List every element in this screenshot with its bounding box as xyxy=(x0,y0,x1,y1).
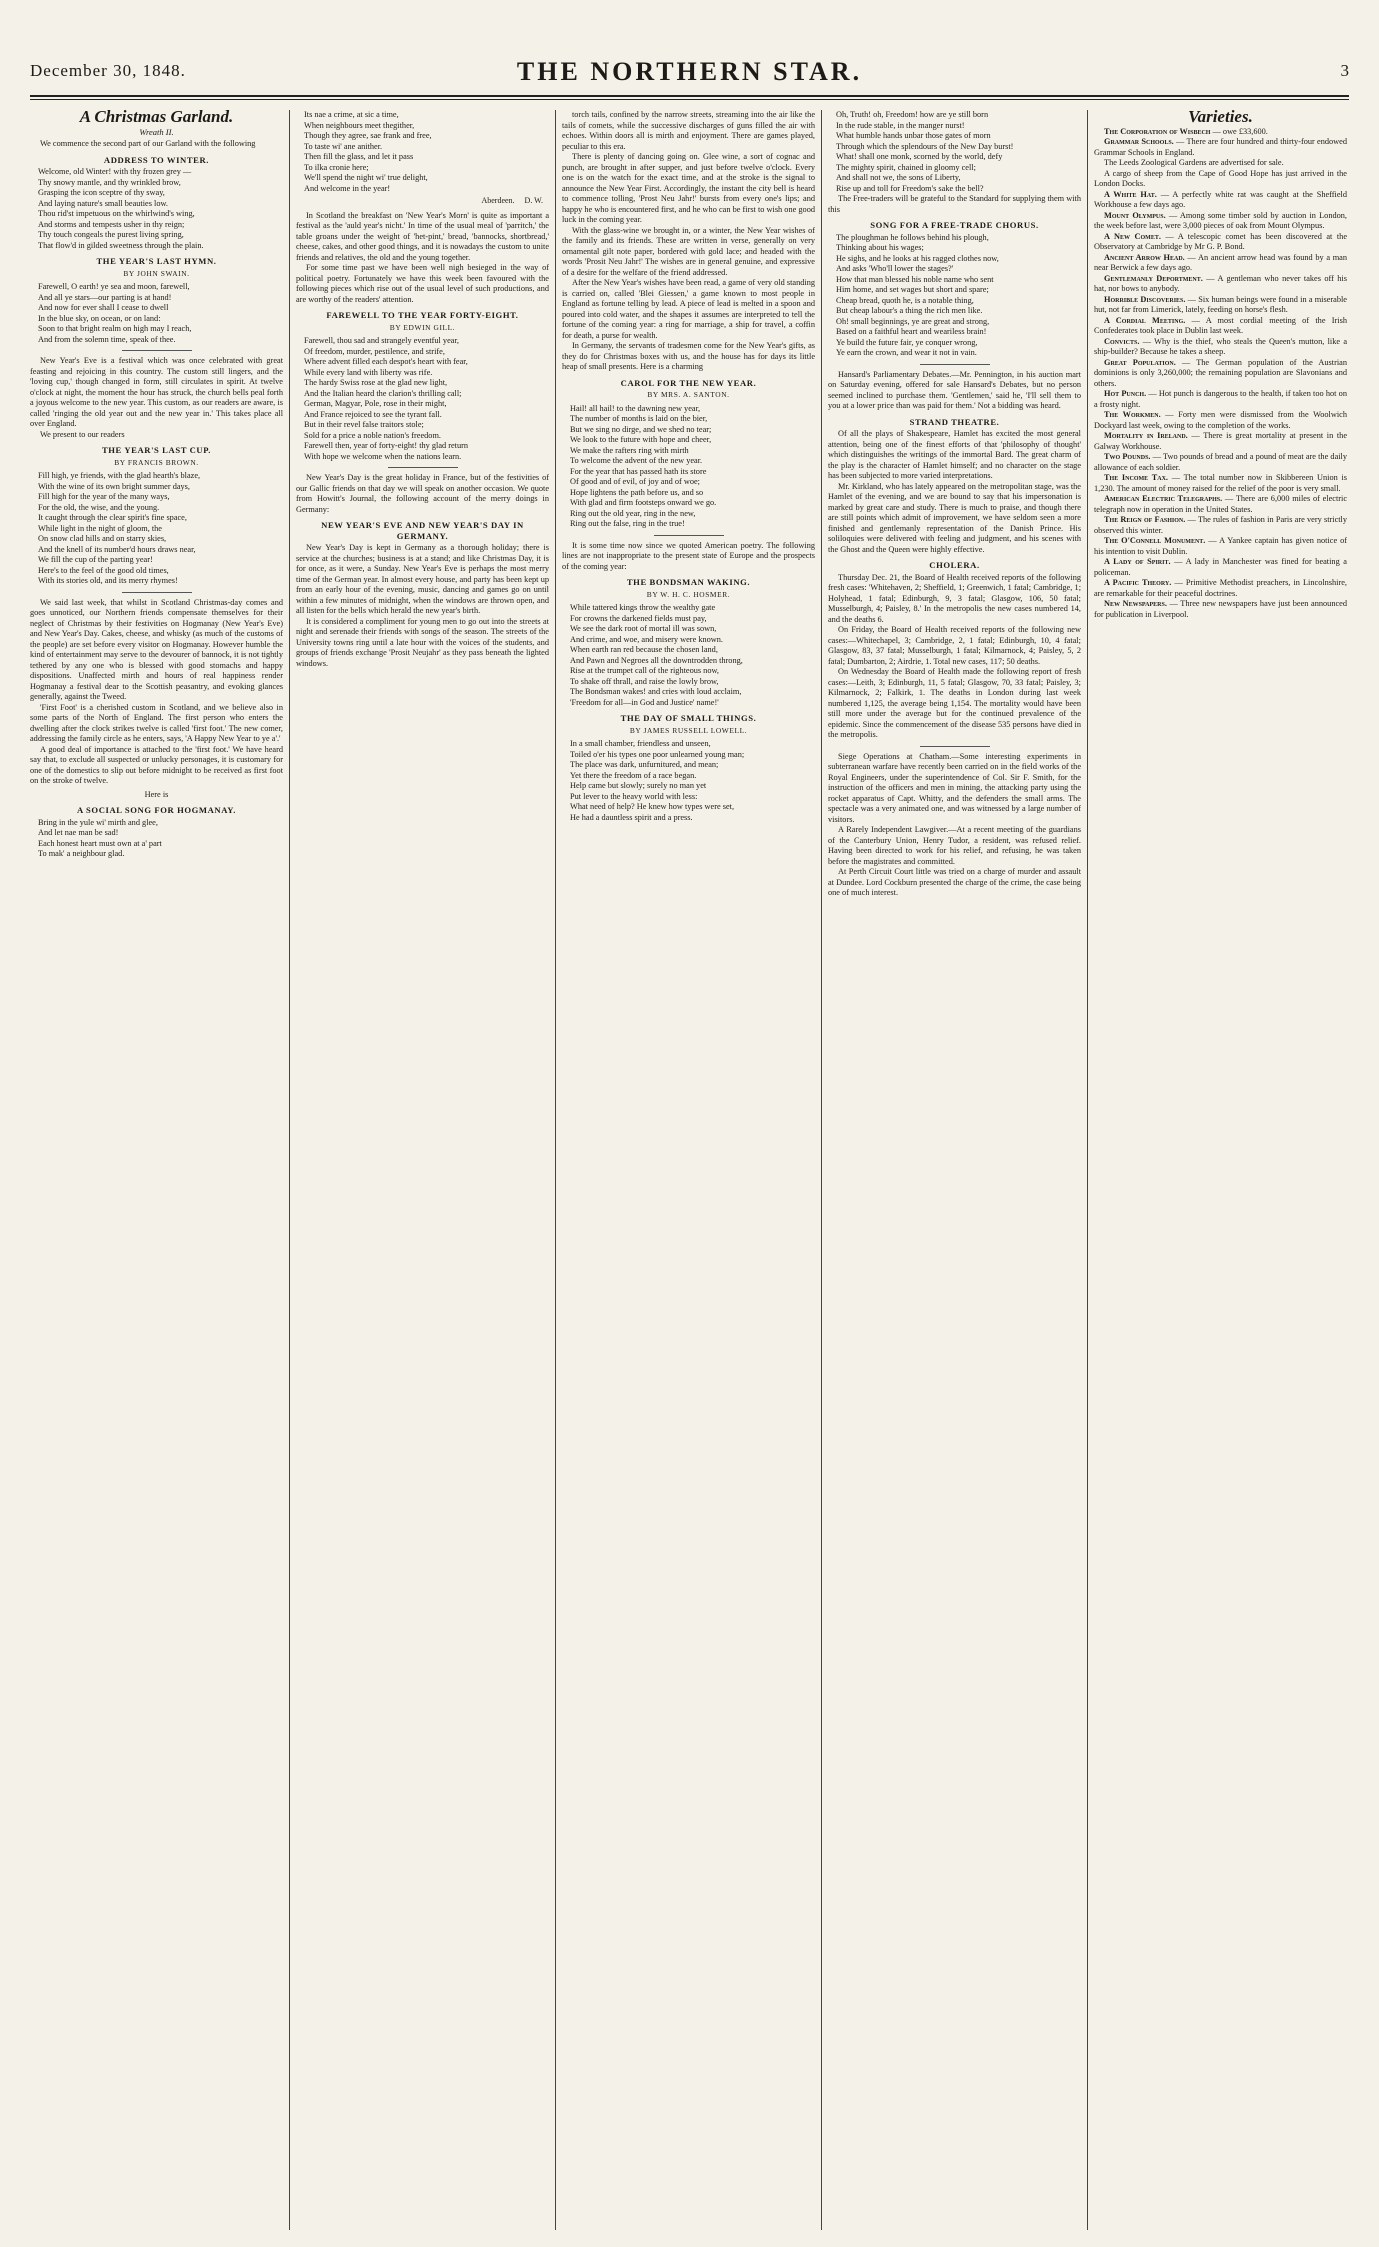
poem-title: SONG FOR A FREE-TRADE CHORUS. xyxy=(870,220,1039,230)
article-paragraph: After the New Year's wishes have been read, a game of very old standing is carried on, called 'Blei Giessen,' a game known to most people in England as fortune telling by lead. A piece of lead is melted in a spoon and poured into cold water, and the shapes it assumes are interpreted to tell the fortune of the coming year: a ring for marriage, a ship for travel, a coffin for death, a purse for wealth. xyxy=(562,278,815,340)
lead-in: Here is xyxy=(144,789,169,799)
variety-item: New Newspapers. — Three new newspapers have just been announced for publication in Liverpool. xyxy=(1094,599,1347,619)
variety-item-head: A Cordial Meeting. xyxy=(1104,315,1186,325)
variety-item xyxy=(1094,158,1347,169)
variety-item-head: Great Population. xyxy=(1104,357,1176,367)
article-paragraph: We said last week, that whilst in Scotland Christmas-day comes and goes unnoticed, our Northern friends compensate themselves for their neglect of Christmas by their festivities on Hogmanay (New Year's Eve) and New Year's Day. Cakes, cheese, and whisky (as much of the customs of the people) are set before every visitor on Hogmanay. However humble the kind of entertainment may serve to the devourer of bannock, it is not tightly tethered by any one who is blessed with good stomachs and happy dispositions. Unaffected mirth and hours of real happiness render Hogmanay a festival dear to the Scottish peasantry, and evoking glances generally, against the Tweed. xyxy=(30,597,283,701)
variety-item-text: A lady in Manchester was fined for beating a policeman. xyxy=(1094,557,1347,577)
article-paragraph: New Year's Eve is a festival which was once celebrated with great feasting and rejoicing in this country. The custom still lingers, and the 'loving cup,' though changed in form, still circulates in spirit. At twelve o'clock at night, the moment the hour has struck, the church bells peal forth a joyous welcome to the new year. This custom, as our readers are aware, is called 'ringing the old year out and the new year in.' This takes place all over England. xyxy=(30,356,283,428)
variety-item-text: Why is the thief, who steals the Queen's mutton, like a ship-builder? Because he takes a sheep. xyxy=(1094,336,1347,356)
poem-body: While tattered kings throw the wealthy gate For crowns the darkened fields must pay, We see the dark root of mortal ill was sown, And crime, and woe, and misery were known. When earth ran red because the chosen land, And Pawn and Negroes all the downtrodden throng, Rise at the trumpet call of the righteous now, To shake off thrall, and raise the lowly brow, The Bondsman wakes! and cries with loud acclaim, 'Freedom for all—in God and Justice' name!' xyxy=(570,603,743,707)
article-paragraph: Siege Operations at Chatham.—Some interesting experiments in subterranean warfare have recently been carried on in the field works of the Royal Engineers, under the superintendence of Col. Sir F. Smith, for the instruction of the officers and men in mining, the attacking party using the rocket apparatus of Capt. Whitty, and the defenders the small arms. The spectacle was a very animated one, and was witnessed by a large number of visitors. xyxy=(828,751,1081,824)
variety-item: Ancient Arrow Head. — An ancient arrow head was found by a man near Berwick a few days ago. xyxy=(1094,252,1347,272)
divider xyxy=(654,535,724,536)
poem-title: ADDRESS TO WINTER. xyxy=(103,154,210,165)
poem-body: Oh, Truth! oh, Freedom! how are ye still born In the rude stable, in the manger nurst! What humble hands unbar those gates of morn Through which the splendours of the New Day burst! What! shall one monk, scorned by the world, defy The mighty spirit, chained in gloomy cell; And shall not we, the sons of Liberty, Rise up and toll for Freedom's sake the bell? xyxy=(836,110,1014,193)
poem-body: In a small chamber, friendless and unseen, Toiled o'er his types one poor unlearned young man; The place was dark, unfurnitured, and mean; Yet there the freedom of a race began. Help came but slowly; surely no man yet Put lever to the heavy world with less: What need of help? He knew how types were set, He had a dauntless spirit and a press. xyxy=(570,739,745,822)
masthead-rule xyxy=(30,99,1349,100)
poem-body: Bring in the yule wi' mirth and glee, And let nae man be sad! Each honest heart must own at a' part To mak' a neighbour glad. xyxy=(38,817,162,858)
paper-title: THE NORTHERN STAR. xyxy=(516,57,863,86)
variety-item: The Income Tax. — The total number now in Skibbereen Union is 1,230. The amount of money raised for the relief of the poor is very small. xyxy=(1094,473,1347,493)
variety-item-text: A gentleman who never takes off his hat, nor bows to anybody. xyxy=(1094,273,1347,293)
variety-item-text: The Leeds Zoological Gardens are advertised for sale. xyxy=(1104,158,1284,167)
article-paragraph: torch tails, confined by the narrow streets, streaming into the air like the tails of comets, while the successive discharges of guns filled the air with echoes. Within doors all is mirth and enjoyment. There are games played, peculiar to this era. xyxy=(562,110,815,151)
variety-item-head: Ancient Arrow Head. xyxy=(1104,252,1185,262)
article-paragraph: We present to our readers xyxy=(40,429,125,439)
variety-item-text: There are four hundred and thirty-four endowed Grammar Schools in England. xyxy=(1094,137,1347,157)
divider xyxy=(122,592,192,593)
article-subtitle: NEW YEAR'S EVE AND NEW YEAR'S DAY IN GERMANY. xyxy=(321,520,524,541)
poem-byline: BY JAMES RUSSELL LOWELL. xyxy=(629,725,748,735)
article-paragraph: 'First Foot' is a cherished custom in Scotland, and we believe also in some parts of the North of England. The first person who enters the dwelling after the clock strikes twelve is called 'first foot.' The new comer, addressing the family circle as he enters, says, 'A Happy New Year to ye a'.' xyxy=(30,702,283,743)
section-title-strand-theatre: STRAND THEATRE. xyxy=(909,416,1000,427)
page-number: 3 xyxy=(1340,61,1349,80)
variety-item: The Workmen. — Forty men were dismissed from the Woolwich Dockyard last week, owing to the completion of the works. xyxy=(1094,410,1347,430)
article-paragraph: For some time past we have been well nigh besieged in the way of political poetry. Fortunately we have this week been favoured with the following pieces which rise out of the usual level of such productions, and are worthy of the readers' attention. xyxy=(296,263,549,304)
poem-body: Its nae a crime, at sic a time, When neighbours meet thegither, Though they agree, sae frank and free, To taste wi' ane anither. Then fill the glass, and let it pass To ilka cronie here; We'll spend the night wi' true delight, And welcome in the year! xyxy=(304,110,432,193)
poem-title: THE BONDSMAN WAKING. xyxy=(626,577,751,587)
variety-item xyxy=(1094,169,1347,190)
article-paragraph: On Friday, the Board of Health received reports of the following new cases:—Whitechapel, 3; Cambridge, 2, 1 fatal; Edinburgh, 10, 4 fatal; Glasgow, 83, 37 fatal; Musselburgh, 1 fatal; Kilmarnock, 4; Paisley, 5, 2 fatal; Dumbarton, 2; Airdrie, 1. Total new cases, 117; 50 deaths. xyxy=(828,625,1081,666)
variety-item-text: A telescopic comet has been discovered at the Observatory at Cambridge by Mr G. P. Bond. xyxy=(1094,231,1347,251)
article-paragraph: The Free-traders will be grateful to the Standard for supplying them with this xyxy=(828,194,1081,214)
variety-item: A White Hat. — A perfectly white rat was caught at the Sheffield Workhouse a few days ago. xyxy=(1094,189,1347,209)
variety-item-head: Grammar Schools. xyxy=(1104,137,1174,146)
variety-item: Gentlemanly Deportment. — A gentleman who never takes off his hat, nor bows to anybody. xyxy=(1094,273,1347,293)
variety-item-head: Mortality in Ireland. xyxy=(1104,431,1188,440)
poem-title: THE YEAR'S LAST HYMN. xyxy=(96,256,217,266)
article-paragraph: Of all the plays of Shakespeare, Hamlet has excited the most general attention, being one of the finest efforts of that 'philosophy of thought' which distinguishes the writings of the immortal Bard. The great charm of the play is the character of Hamlet himself; and no character on the stage has been subjected to more varied interpretations. xyxy=(828,429,1081,480)
article-paragraph: It is some time now since we quoted American poetry. The following lines are not inappropriate to the present state of Europe and the prospects of the coming year: xyxy=(562,540,815,571)
divider xyxy=(388,467,458,468)
column-divider xyxy=(289,110,290,2230)
poem-byline: BY FRANCIS BROWN. xyxy=(114,457,199,467)
variety-item-head: Convicts. xyxy=(1104,336,1140,346)
variety-item-head: A New Comet. xyxy=(1104,231,1161,241)
variety-item-head: The Reign of Fashion. xyxy=(1104,515,1186,524)
wreath-label: Wreath II. xyxy=(139,126,174,137)
variety-item-head: The Income Tax. xyxy=(1104,473,1169,482)
divider xyxy=(122,350,192,351)
poem-body: Fill high, ye friends, with the glad hearth's blaze, With the wine of its own bright summer days, Fill high for the year of the many ways, For the old, the wise, and the young. It caught through the clear spirit's fine space, While light in the night of gloom, the On snow clad hills and on starry skies, And the knell of its number'd hours draws near, We fill the cup of the parting year! Here's to the feel of the good old times, With its stories old, and its merry rhymes! xyxy=(38,471,201,585)
divider xyxy=(920,746,990,747)
poem-signature: Aberdeen. D. W. xyxy=(481,196,543,205)
column-3 xyxy=(562,110,815,2230)
column-2 xyxy=(296,110,549,2230)
article-paragraph: There is plenty of dancing going on. Glee wine, a sort of cognac and punch, are brought in after supper, and just before twelve o'clock. Every one is on the watch for the exact time, and at the stroke is the signal to announce the New Year First. Accordingly, the instant the city bell is heard to commence tolling, 'Prost Neu Jahr!' bursts from every one's lips; and happy he who is encountered first, and he who can be first to wish one good luck in the coming year. xyxy=(562,152,815,224)
variety-item: Mount Olympus. — Among some timber sold by auction in London, the week before last, were 3,000 pieces of oak from Mount Olympus. xyxy=(1094,210,1347,230)
poem-byline: BY JOHN SWAIN. xyxy=(123,268,190,278)
variety-item-text: The total number now in Skibbereen Union is 1,230. The amount of money raised for the relief of the poor is very small. xyxy=(1094,473,1347,493)
article-paragraph: In Scotland the breakfast on 'New Year's Morn' is quite as important a festival as the 'auld year's nicht.' In time of the usual meal of 'parritch,' the table groans under the weight of 'het-pint,' bread, 'bannocks, shortbread,' cheese, cakes, and other good things, and it is nowadays the custom to unite friends and relatives, the old and the young together. xyxy=(296,210,549,262)
section-title-christmas-garland: A Christmas Garland. xyxy=(79,110,234,126)
variety-item-head: Horrible Discoveries. xyxy=(1104,294,1186,304)
intro-text: We commence the second part of our Garland with the following xyxy=(40,139,256,148)
variety-item-head: A White Hat. xyxy=(1104,189,1157,199)
article-paragraph: New Year's Day is kept in Germany as a thorough holiday; there is service at the churches; business is at a stand; and like Christmas Day, it is for once, as it were, a Sunday. New Year's Eve is perhaps the most merry time of the German year. In almost every house, and party has been kept up from an early hour of the evening, music, dancing and games go on until within a few minutes of midnight, when the windows are thrown open, and all listen for the bells which herald the new year's birth. xyxy=(296,543,549,615)
variety-item-text: Six human beings were found in a miserable hut, not far from Limerick, lately, feeding on horse's flesh. xyxy=(1094,294,1347,314)
variety-item: Great Population. — The German population of the Austrian dominions is only 3,260,000; the remaining population are Slavonians and others. xyxy=(1094,357,1347,388)
section-title-varieties: Varieties. xyxy=(1188,110,1253,126)
section-title-cholera: CHOLERA. xyxy=(929,560,980,570)
article-paragraph: In Germany, the servants of tradesmen come for the New Year's gifts, as they do for Christmas boxes with us, and the house has for days its little heap of small presents. Here is a charming xyxy=(562,341,815,371)
variety-item-head: A Lady of Spirit. xyxy=(1104,557,1171,566)
poem-body: The ploughman he follows behind his plough, Thinking about his wages; He sighs, and he looks at his ragged clothes now, And asks 'Who'll lower the stages?' How that man blessed his noble name who sent Him home, and set wages but short and spare; Cheap bread, quoth he, is a notable thing, But cheap labour's a thing the rich men like. Oh! small beginnings, ye are great and strong, Based on a faithful heart and weariless brain! Ye build the future fair, ye conquer wrong, Ye earn the crown, and wear it not in vain. xyxy=(836,232,999,357)
poem-title: A SOCIAL SONG FOR HOGMANAY. xyxy=(76,805,237,815)
variety-item: Horrible Discoveries. — Six human beings were found in a miserable hut, not far from Limerick, lately, feeding on horse's flesh. xyxy=(1094,294,1347,314)
variety-item-head: The Workmen. xyxy=(1104,410,1161,419)
poem-body: Farewell, thou sad and strangely eventful year, Of freedom, murder, pestilence, and strife, Where advent filled each despot's heart with fear, While every land with liberty was rife. The hardy Swiss rose at the glad new light, And the Italian heard the clarion's thrilling call; German, Magyar, Pole, rose in their might, And France rejoiced to see the tyrant fall. But in their revel false traitors stole; Sold for a price a noble nation's freedom. Farewell then, year of forty-eight! thy glad return With hope we welcome when the nations learn. xyxy=(304,336,469,461)
variety-item-text: The German population of the Austrian dominions is only 3,260,000; the remaining population are Slavonians and others. xyxy=(1094,357,1347,388)
variety-item: The Reign of Fashion. — The rules of fashion in Paris are very strictly observed this winter. xyxy=(1094,515,1347,535)
article-paragraph: New Year's Day is the great holiday in France, but of the festivities of our Gallic friends on that day we will speak on another occasion. We quote from Howitt's Journal, the following account of the merry doings in Germany: xyxy=(296,473,549,514)
poem-byline: BY EDWIN GILL. xyxy=(389,322,456,332)
variety-item: A New Comet. — A telescopic comet has been discovered at the Observatory at Cambridge by Mr G. P. Bond. xyxy=(1094,231,1347,251)
variety-item-text: Two pounds of bread and a pound of meat are the daily allowance of each soldier. xyxy=(1094,452,1347,472)
poem-title: THE YEAR'S LAST CUP. xyxy=(101,445,212,455)
column-4 xyxy=(828,110,1081,2230)
variety-item-text: Forty men were dismissed from the Woolwich Dockyard last week, owing to the completion of the works. xyxy=(1094,410,1347,430)
article-paragraph: Hansard's Parliamentary Debates.—Mr. Pennington, in his auction mart on Saturday evening, offered for sale Hansard's Debates, but no person seemed inclined to purchase them. 'Gentlemen,' said he, 'I'll sell them to you at a lower price than was paid for them.' Not a bidding was heard. xyxy=(828,369,1081,410)
article-paragraph: A Rarely Independent Lawgiver.—At a recent meeting of the guardians of the Canterbury Union, Henry Tudor, a resident, was refused relief. Having been directed to work for his relief, and refusing, he was taken before the magistrates and committed. xyxy=(828,825,1081,866)
variety-item-head: A Pacific Theory. xyxy=(1104,578,1172,587)
article-paragraph: On Wednesday the Board of Health made the following report of fresh cases:—Leith, 3; Edinburgh, 11, 5 fatal; Glasgow, 70, 33 fatal; Paisley, 3; Kilmarnock, 2; Falkirk, 1. The deaths in London during last week numbered 1,125, the average being 1,154. The mortality would have been still more under the average but for the continued prevalence of the epidemic. Since the commencement of the disease 535 persons have died in the metropolis. xyxy=(828,667,1081,739)
variety-item: Two Pounds. — Two pounds of bread and a pound of meat are the daily allowance of each soldier. xyxy=(1094,452,1347,472)
variety-item: Mortality in Ireland. — There is great mortality at present in the Galway Workhouse. xyxy=(1094,431,1347,451)
variety-item: American Electric Telegraphs. — There are 6,000 miles of electric telegraph now in operation in the United States. xyxy=(1094,494,1347,514)
variety-item-text: Primitive Methodist preachers, in Lincolnshire, are remarkable for their peaceful doctrines. xyxy=(1094,578,1347,598)
variety-item-head: Mount Olympus. xyxy=(1104,210,1166,220)
poem-body: Welcome, old Winter! with thy frozen grey — Thy snowy mantle, and thy wrinkled brow, Grasping the icon sceptre of thy sway, And laying nature's small beauties low. Thou rid'st impetuous on the whirlwind's wing, And storms and tempests usher in thy reign; Thy touch congeals the purest living spring, That flow'd in gilded sweetness through the plain. xyxy=(38,167,204,250)
issue-date: December 30, 1848. xyxy=(30,61,186,80)
variety-item-head: American Electric Telegraphs. xyxy=(1104,494,1223,503)
variety-item-head: The O'Connell Monument. xyxy=(1104,536,1206,545)
variety-item-text: Among some timber sold by auction in London, the week before last, were 3,000 pieces of oak from Mount Olympus. xyxy=(1094,210,1347,230)
variety-item-text: Hot punch is dangerous to the health, if taken too hot on a frosty night. xyxy=(1094,389,1347,409)
article-paragraph: It is considered a compliment for young men to go out into the streets at night and serenade their friends with songs of the season. The streets of the University towns ring until a late hour with the voices of the students, and groups of friends exchange 'Prosit Neujahr' as they pass beneath the lighted windows. xyxy=(296,616,549,668)
variety-item-head: Gentlemanly Deportment. xyxy=(1104,273,1203,283)
variety-item-text: Three new newspapers have just been announced for publication in Liverpool. xyxy=(1094,599,1347,619)
column-divider xyxy=(1087,110,1088,2230)
variety-item: Hot Punch. — Hot punch is dangerous to the health, if taken too hot on a frosty night. xyxy=(1094,389,1347,409)
poem-byline: BY MRS. A. SANTON. xyxy=(647,390,730,399)
article-paragraph: Mr. Kirkland, who has lately appeared on the metropolitan stage, was the Hamlet of the evening, and we are bound to say that his impersonation is marked by great care and study. There is much to praise, and though there are still points which admit of improvement, we have seldom seen a more finished and gentlemanly representation of the Danish Prince. His soliloquies were delivered with feeling and judgment, and his scenes with the Ghost and the Queen were highly effective. xyxy=(828,481,1081,554)
varieties-list xyxy=(1094,127,1347,621)
variety-item-text: There is great mortality at present in the Galway Workhouse. xyxy=(1094,431,1347,451)
variety-item-text: The rules of fashion in Paris are very strictly observed this winter. xyxy=(1094,515,1347,535)
article-paragraph: Thursday Dec. 21, the Board of Health received reports of the following fresh cases: 'Whitehaven, 2; Sheffield, 1; Greenwich, 1 fatal; Cambridge, 1; Holyhead, 1 fatal; Edinburgh, 9, 3 fatal; Glasgow, 106, 50 fatal; Musselburgh, 4; Paisley, 8.' In the metropolis the new cases numbered 14, and the deaths 6. xyxy=(828,572,1081,624)
variety-item: A Cordial Meeting. — A most cordial meeting of the Irish Confederates took place in Dublin last week. xyxy=(1094,315,1347,335)
column-5 xyxy=(1094,110,1347,2230)
variety-item-head: Hot Punch. xyxy=(1104,389,1147,398)
poem-body: Farewell, O earth! ye sea and moon, farewell, And all ye stars—our parting is at hand! And now for ever shall I cease to dwell In the blue sky, on ocean, or on land: Soon to that bright realm on high may I reach, And from the solemn time, speak of thee. xyxy=(38,282,192,344)
variety-item: Convicts. — Why is the thief, who steals the Queen's mutton, like a ship-builder? Because he takes a sheep. xyxy=(1094,336,1347,356)
variety-item: The O'Connell Monument. — A Yankee captain has given notice of his intention to visit Dublin. xyxy=(1094,536,1347,556)
variety-item: A Lady of Spirit. — A lady in Manchester was fined for beating a policeman. xyxy=(1094,557,1347,577)
variety-item-text: A cargo of sheep from the Cape of Good Hope has just arrived in the London Docks. xyxy=(1094,168,1347,188)
variety-item-text: A Yankee captain has given notice of his intention to visit Dublin. xyxy=(1094,536,1347,556)
divider xyxy=(920,364,990,365)
variety-item: The Corporation of Wisbech — owe £33,600. xyxy=(1104,126,1268,136)
masthead xyxy=(30,55,1349,97)
column-divider xyxy=(555,110,556,2230)
variety-item: Grammar Schools. — There are four hundred and thirty-four endowed Grammar Schools in England. xyxy=(1094,137,1347,157)
column-1 xyxy=(30,110,283,2230)
article-paragraph: At Perth Circuit Court little was tried on a charge of murder and assault at Dundee. Lord Cockburn presented the charge of the crime, the case being one of much interest. xyxy=(828,867,1081,897)
variety-item-head: Two Pounds. xyxy=(1104,452,1151,461)
poem-byline: BY W. H. C. HOSMER. xyxy=(646,589,731,599)
article-paragraph: A good deal of importance is attached to the 'first foot.' We have heard say that, to exclude all suspected or unlucky personages, it is customary for one of the domestics to slip out before midnight to be received as first foot on the stroke of twelve. xyxy=(30,744,283,785)
poem-body: Hail! all hail! to the dawning new year, The number of months is laid on the bier, But we sing no dirge, and we shed no tear; We look to the future with hope and cheer, We make the rafters ring with mirth To welcome the advent of the new year. For the year that has passed hath its store Of good and of evil, of joy and of woe; Hope lightens the path before us, and so With glad and firm footsteps onward we go. Ring out the old year, ring in the new, Ring out the false, ring in the true! xyxy=(570,403,717,528)
variety-item-text: A most cordial meeting of the Irish Confederates took place in Dublin last week. xyxy=(1094,315,1347,335)
poem-title: THE DAY OF SMALL THINGS. xyxy=(620,713,757,723)
variety-item: A Pacific Theory. — Primitive Methodist preachers, in Lincolnshire, are remarkable for their peaceful doctrines. xyxy=(1094,578,1347,598)
variety-item-head: The Corporation of Wisbech xyxy=(1104,126,1211,136)
poem-title: CAROL FOR THE NEW YEAR. xyxy=(620,377,757,388)
variety-item-text: There are 6,000 miles of electric telegraph now in operation in the United States. xyxy=(1094,494,1347,514)
column-divider xyxy=(821,110,822,2230)
variety-item-text: A perfectly white rat was caught at the Sheffield Workhouse a few days ago. xyxy=(1094,189,1347,209)
variety-item-head: New Newspapers. xyxy=(1104,599,1167,608)
article-paragraph: With the glass-wine we brought in, or a winter, the New Year wishes of the family and its friends. These are written in verse, generally on very ornamental gilt note paper, bordered with gold lace; and headed with the words 'Prosit Neu Jahr!' The wishes are in general genuine, and expressive of a desire for the welfare of the friend addressed. xyxy=(562,225,815,277)
variety-item-text: owe £33,600. xyxy=(1222,126,1268,136)
poem-title: FAREWELL TO THE YEAR FORTY-EIGHT. xyxy=(326,310,519,320)
variety-item-text: An ancient arrow head was found by a man near Berwick a few days ago. xyxy=(1094,252,1347,272)
